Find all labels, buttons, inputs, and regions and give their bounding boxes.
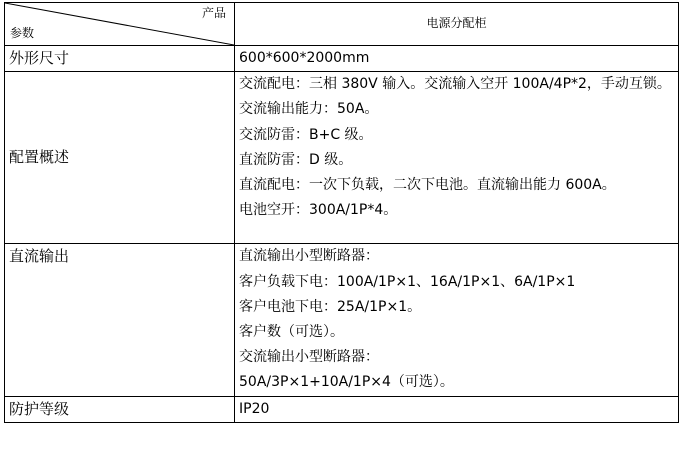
row-value-dc-output — [235, 244, 679, 396]
row-label-dimensions: 外形尺寸 — [5, 46, 235, 72]
value-line: IP20 — [239, 400, 270, 417]
row-label-configuration: 配置概述 — [5, 72, 235, 244]
diagonal-divider-line — [5, 3, 234, 45]
value-line: 交流防雷：B+C 级。 — [239, 126, 373, 143]
header-product-label: 产品 — [201, 6, 226, 20]
value-line: 交流配电：三相 380V 输入。交流输入空开 100A/4P*2，手动互锁。 — [239, 76, 671, 93]
value-line: 电池空开：300A/1P*4。 — [239, 202, 398, 219]
row-label-dc-output: 直流输出 — [5, 244, 235, 396]
value-line: 客户负载下电：100A/1P×1、16A/1P×1、6A/1P×1 — [239, 273, 576, 290]
value-line: 交流输出小型断路器： — [239, 349, 379, 366]
row-value-configuration — [235, 72, 679, 244]
value-line: 直流防雷：D 级。 — [239, 151, 353, 168]
table-row-dc-output — [5, 244, 679, 396]
row-value-dimensions — [235, 46, 679, 72]
row-value-protection — [235, 396, 679, 422]
value-line: 交流输出能力：50A。 — [239, 101, 379, 118]
value-line: 直流配电：一次下负载，二次下电池。直流输出能力 600A。 — [239, 177, 616, 194]
value-line: 直流输出小型断路器： — [239, 248, 379, 265]
value-line: 50A/3P×1+10A/1P×4（可选）。 — [239, 374, 454, 391]
diagonal-header-cell — [5, 3, 235, 46]
spec-table — [4, 2, 679, 423]
blank-line — [239, 223, 674, 243]
value-line: 客户电池下电：25A/1P×1。 — [239, 298, 422, 315]
table-row-protection — [5, 396, 679, 422]
header-param-label: 参数 — [10, 26, 35, 40]
table-row-configuration — [5, 72, 679, 244]
header-title: 电源分配柜 — [235, 3, 679, 46]
header-row — [5, 3, 679, 46]
value-line: 600*600*2000mm — [239, 50, 370, 66]
row-label-protection: 防护等级 — [5, 396, 235, 422]
value-line: 客户数（可选）。 — [239, 324, 344, 341]
table-row-dimensions — [5, 46, 679, 72]
